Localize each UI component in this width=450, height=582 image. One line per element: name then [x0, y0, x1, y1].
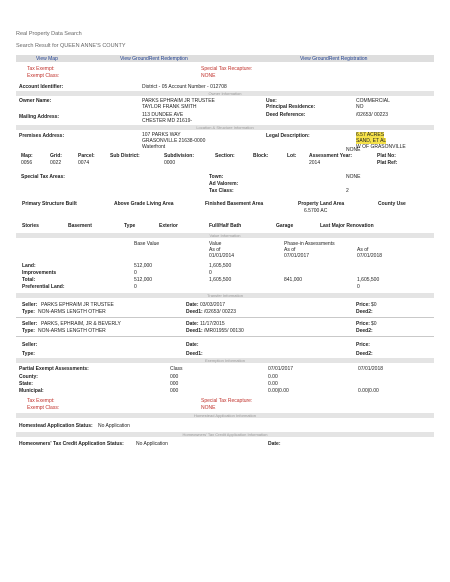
exempt-tax-exempt-label: Tax Exempt: [27, 398, 55, 404]
homestead-section-header: Homestead Application Information [16, 413, 434, 418]
date2-value: 11/17/2015 [200, 321, 225, 327]
type1-label: Type: [22, 309, 35, 315]
owner-name-line2: TAYLOR FRANK SMITH [142, 104, 197, 110]
parcel-assessment-year: 2014 [309, 160, 321, 166]
deed2a-label: Deed2: [356, 309, 373, 315]
special-areas-label: Special Tax Areas: [21, 174, 65, 180]
credit-status-label: Homeowners' Tax Credit Application Status: [19, 441, 124, 447]
price1-value: $0 [371, 302, 377, 308]
location-section-header: Location & Structure Information [16, 125, 434, 130]
date2-label: Date: [186, 321, 199, 327]
owner-name-line1: PARKS EPHRAIM JR TRUSTEE [142, 98, 215, 104]
parcel-header-lot: Lot: [287, 153, 297, 159]
principal-value: NO [356, 104, 364, 110]
date1-label: Date: [186, 302, 199, 308]
improvements-value: 0 [209, 270, 212, 276]
total-phase2: 1,605,500 [357, 277, 380, 283]
premises-label: Premises Address: [19, 133, 65, 139]
legal-line3: W OF GRASONVILLE [356, 144, 406, 150]
value-section-header: Value Information [16, 233, 434, 238]
tax-exempt-label: Tax Exempt: [27, 66, 55, 72]
exempt-special-tax-label: Special Tax Recapture: [201, 398, 253, 404]
county-exempt-v1: 0.00 [268, 374, 278, 380]
preferential-row-label: Preferential Land: [22, 284, 65, 290]
premises-line2: GRASONVILLE 21638-0000 [142, 138, 206, 144]
owner-name-label: Owner Name: [19, 98, 52, 104]
col-value-asof: As of [209, 247, 221, 253]
tab-bar [16, 55, 434, 62]
parcel-map: 0056 [21, 160, 33, 166]
parcel-header-section: Section: [215, 153, 235, 159]
col-phase2-date: 07/01/2018 [357, 253, 383, 259]
total-value: 1,605,500 [209, 277, 232, 283]
total-phase1: 841,000 [284, 277, 303, 283]
land-value: 1,605,500 [209, 263, 232, 269]
deed1b-label: Deed1: [186, 328, 203, 334]
account-label: Account Identifier: [19, 84, 64, 90]
col-base-value: Base Value [134, 241, 160, 247]
state-exempt-label: State: [19, 381, 33, 387]
municipal-exempt-v1: 0.00|0.00 [268, 388, 289, 394]
exempt-col-class: Class [170, 366, 183, 372]
deed1b-value: /MR01955/ 00130 [204, 328, 244, 334]
state-exempt-v1: 0.00 [268, 381, 278, 387]
legal-line1: 6.57 ACRES [356, 132, 385, 138]
use-value: COMMERCIAL [356, 98, 390, 104]
col-value: Value [209, 241, 222, 247]
ad-valorem-label: Ad Valorem: [209, 181, 239, 187]
col-phase1-asof: As of [284, 247, 296, 253]
garage-header: Garage [276, 223, 294, 229]
land-row-label: Land: [22, 263, 36, 269]
parcel-header-subdistrict: Sub District: [110, 153, 140, 159]
property-land-area: Property Land Area [298, 201, 345, 207]
col-phase-in: Phase-in Assessments [284, 241, 335, 247]
owner-section-header: Owner Information [16, 91, 434, 96]
use-label: Use: [266, 98, 277, 104]
seller2-label: Seller: [22, 321, 38, 327]
total-row-label: Total: [22, 277, 36, 283]
parcel-header-plat-no: Plat No: [377, 153, 396, 159]
col-phase2-asof: As of [357, 247, 369, 253]
improvements-row-label: Improvements [22, 270, 57, 276]
price2-value: $0 [371, 321, 377, 327]
deed2c-label: Deed2: [356, 351, 373, 357]
principal-label: Principal Residence: [266, 104, 316, 110]
parcel-subdivision: 0000 [164, 160, 176, 166]
divider [16, 336, 434, 337]
date3-label: Date: [186, 342, 199, 348]
seller2-value: PARKS, EPHRAIM, JR & BEVERLY [41, 321, 121, 327]
type1-value: NON-ARMS LENGTH OTHER [38, 309, 106, 315]
deed1a-value: /02653/ 00223 [204, 309, 236, 315]
primary-structure-built: Primary Structure Built [22, 201, 77, 207]
type-header: Type [124, 223, 136, 229]
legal-label: Legal Description: [266, 133, 310, 139]
town-label: Town: [209, 174, 224, 180]
mailing-line2: CHESTER MD 21619- [142, 118, 193, 124]
parcel-parcel: 0074 [78, 160, 90, 166]
improvements-base: 0 [134, 270, 137, 276]
parcel-header-subdivision: Subdivision: [164, 153, 194, 159]
exempt-col-date1: 07/01/2017 [268, 366, 294, 372]
mailing-label: Mailing Address: [19, 114, 60, 120]
deed1a-label: Deed1: [186, 309, 203, 315]
price3-label: Price: [356, 342, 370, 348]
land-area-value: 6.5700 AC [304, 208, 328, 214]
page-title: Real Property Data Search [16, 31, 82, 37]
exemption-section-header: Exemption Information [16, 358, 434, 363]
total-base: 512,000 [134, 277, 153, 283]
finished-basement-area: Finished Basement Area [205, 201, 264, 207]
parcel-header-assessment-year: Assessment Year: [309, 153, 352, 159]
premises-line3: Waterfront [142, 144, 166, 150]
type2-value: NON-ARMS LENGTH OTHER [38, 328, 106, 334]
tab-groundrent-registration[interactable]: View GroundRent Registration [300, 56, 368, 62]
credit-date-label: Date: [268, 441, 281, 447]
partial-exempt-label: Partial Exempt Assessments: [19, 366, 89, 372]
county-use: County Use [378, 201, 406, 207]
deed-label: Deed Reference: [266, 112, 306, 118]
bath-header: Full/Half Bath [209, 223, 242, 229]
col-phase1-date: 07/01/2017 [284, 253, 310, 259]
parcel-header-map: Map: [21, 153, 33, 159]
exempt-class-label: Exempt Class: [27, 73, 60, 79]
exempt-col-date2: 07/01/2018 [358, 366, 384, 372]
county-exempt-class: 000 [170, 374, 179, 380]
municipal-exempt-class: 000 [170, 388, 179, 394]
seller1-value: PARKS EPHRAIM JR TRUSTEE [41, 302, 114, 308]
special-tax-value: NONE [201, 73, 216, 79]
transfer-section-header: Transfer Information [16, 293, 434, 298]
renovation-header: Last Major Renovation [320, 223, 374, 229]
exempt-exempt-class-label: Exempt Class: [27, 405, 60, 411]
credit-section-header: Homeowners' Tax Credit Application Information [16, 432, 434, 437]
exempt-special-tax-value: NONE [201, 405, 216, 411]
deed2b-label: Deed2: [356, 328, 373, 334]
parcel-header-block: Block: [253, 153, 269, 159]
stories-header: Stories [22, 223, 39, 229]
account-value: District - 05 Account Number - 012708 [142, 84, 227, 90]
basement-header: Basement [68, 223, 92, 229]
deed-value: /02653/ 00223 [356, 112, 388, 118]
price2-label: Price: [356, 321, 370, 327]
homestead-status-label: Homestead Application Status: [19, 423, 93, 429]
parcel-plat-ref-label: Plat Ref: [377, 160, 398, 166]
homestead-status-value: No Application [98, 423, 130, 429]
tab-groundrent-redemption[interactable]: View GroundRent Redemption [120, 56, 188, 62]
type3-label: Type: [22, 351, 35, 357]
credit-status-value: No Application [136, 441, 168, 447]
divider [16, 317, 434, 318]
town-value: NONE [346, 174, 361, 180]
land-base: 512,000 [134, 263, 153, 269]
tab-view-map[interactable]: View Map [36, 56, 58, 62]
parcel-plat-no-value: NONE [346, 147, 361, 153]
legal-line2: SAND, ET AL [356, 138, 387, 144]
breadcrumb: Search Result for QUEEN ANNE'S COUNTY [16, 43, 126, 49]
date1-value: 03/03/2017 [200, 302, 226, 308]
preferential-phase2: 0 [357, 284, 360, 290]
municipal-exempt-v2: 0.00|0.00 [358, 388, 379, 394]
seller1-label: Seller: [22, 302, 38, 308]
preferential-base: 0 [134, 284, 137, 290]
parcel-header-grid: Grid: [50, 153, 62, 159]
tax-class-label: Tax Class: [209, 188, 234, 194]
state-exempt-class: 000 [170, 381, 179, 387]
parcel-grid: 0022 [50, 160, 62, 166]
type2-label: Type: [22, 328, 35, 334]
above-grade-living-area: Above Grade Living Area [114, 201, 174, 207]
parcel-header-parcel: Parcel: [78, 153, 95, 159]
special-tax-label: Special Tax Recapture: [201, 66, 253, 72]
deed1c-label: Deed1: [186, 351, 203, 357]
municipal-exempt-label: Municipal: [19, 388, 44, 394]
county-exempt-label: County: [19, 374, 38, 380]
col-value-date: 01/01/2014 [209, 253, 235, 259]
price1-label: Price: [356, 302, 370, 308]
mailing-line1: 113 DUNDEE AVE [142, 112, 184, 118]
seller3-label: Seller: [22, 342, 38, 348]
exterior-header: Exterior [159, 223, 178, 229]
premises-line1: 107 PARKS WAY [142, 132, 181, 138]
tax-class-value: 2 [346, 188, 349, 194]
